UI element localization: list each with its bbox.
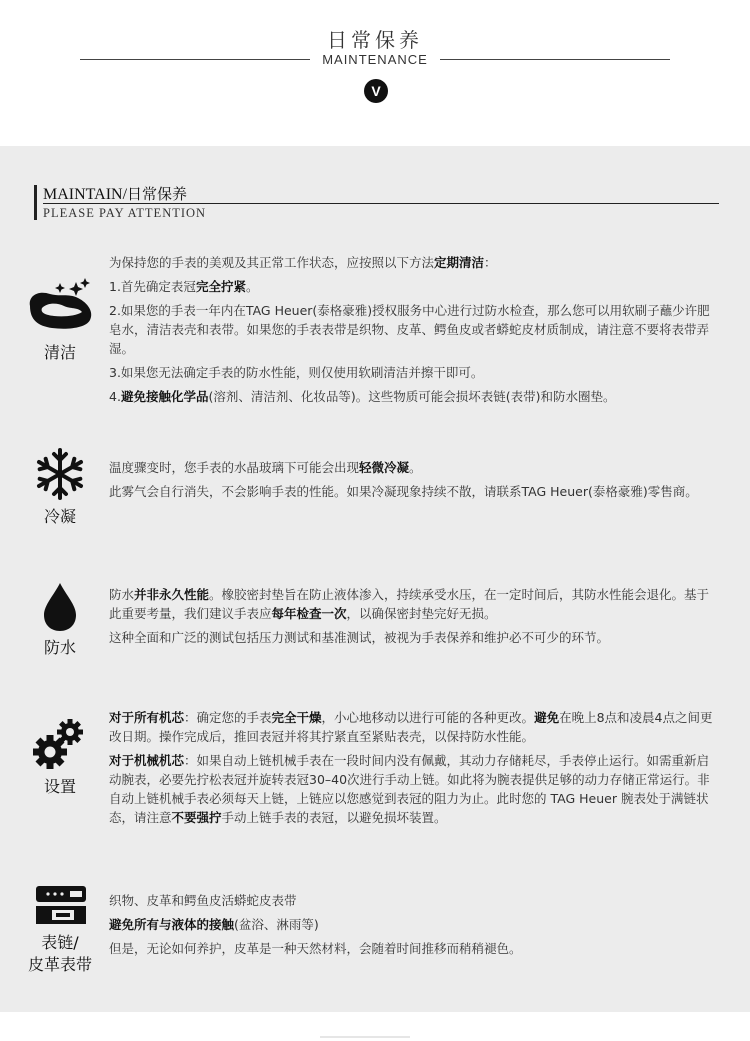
cleaning-sparkle-icon [24,276,96,338]
clean-intro [109,253,719,272]
section-title-en: MAINTAIN/ [43,186,128,203]
chevron-badge-icon: V [364,79,388,103]
clean-text [109,253,719,411]
setting-para-1-emphasis: 完全干燥 [271,710,322,725]
strap-line-3: 但是，无论如何养护，皮革是一种天然材料，会随着时间推移而稍稍褪色。 [109,941,522,956]
setting-para-1-emphasis-2: 避免 [534,710,560,725]
heading-divider [43,203,719,204]
header-divider-right [440,59,670,60]
clean-step-4-text: (溶剂、清洁剂、化妆品等)。这些物质可能会损坏表链(表带)和防水圈垫。 [208,389,616,404]
condense-icon-group [24,446,96,528]
header-subtitle: MAINTENANCE [322,52,428,67]
clean-step-1-emphasis: 完全拧紧 [195,279,246,294]
clean-label: 清洁 [43,343,76,362]
setting-para-1 [109,708,719,746]
heading-accent-bar [34,185,37,220]
page-header [0,0,750,146]
setting-text [109,708,719,832]
water-para-1 [109,585,719,623]
clean-intro-end: ： [484,255,497,270]
water-para-1-emphasis: 并非永久性能 [134,587,210,602]
clean-step-1-end: 。 [245,279,259,294]
condense-line-1-text: 温度骤变时，您手表的水晶玻璃下可能会出现 [109,460,360,475]
setting-para-2-d: 手动上链手表的表冠，以避免损坏装置。 [221,810,447,825]
clean-step-4 [109,387,719,406]
setting-para-2-b: ：如果自动上链机械手表在一段时间内没有佩戴，其动力存储耗尽，手表停止运行。如需重新启动腕表，必要先拧松表冠并旋转表冠30–40次进行手动上链。如此将为腕表提供足够的动力存储正常运行。非自动上链机械手表必须每天上链，上链应以您感觉到表冠的阻力为止。此时您的 TAG Heuer 腕表处于满链状态，请注意 [109,753,710,825]
condense-line-1-emphasis: 轻微冷凝 [359,460,410,475]
setting-para-1-b: ：确定您的手表 [184,710,272,725]
clean-icon-group [24,276,96,364]
clean-step-2: 2.如果您的手表一年内在TAG Heuer(泰格豪雅)授权服务中心进行过防水检查，那么您可以用软刷子蘸少许肥皂水，清洁表壳和表带。如果您的手表表带是织物、皮革、鳄鱼皮或者蟒蛇皮材质制成，请注意不要将表带弄湿。 [109,303,710,356]
clean-step-4-num: 4. [109,389,121,404]
setting-para-1-d: ，小心地移动以进行可能的各种更改。 [321,710,535,725]
header-title: 日常保养 [327,28,423,52]
strap-icon-group [24,884,96,976]
section-title [43,183,187,204]
strap-line-2-text: (盆浴、淋雨等) [234,917,319,932]
water-para-1-a: 防水 [109,587,135,602]
water-para-1-c: 。橡胶密封垫旨在防止液体渗入，持续承受水压，在一定时间后，其防水性能会退化。基于此重要考量，我们建议手表应 [109,587,710,621]
strap-label-1: 表链/ [41,933,79,952]
setting-para-2-heading: 对于机械机芯 [109,753,185,768]
strap-line-1: 织物、皮革和鳄鱼皮活蟒蛇皮表带 [109,893,297,908]
water-para-1-e: ，以确保密封垫完好无损。 [346,606,497,621]
strap-text [109,891,719,963]
water-para-1-emphasis-2: 每年检查一次 [271,606,347,621]
setting-label: 设置 [43,777,76,796]
water-label: 防水 [43,638,76,657]
water-icon-group [24,581,96,659]
clean-step-3: 3.如果您无法确定手表的防水性能，则仅使用软刷清洁并擦干即可。 [109,365,484,380]
water-text [109,585,719,652]
strap-icon [24,884,96,928]
setting-para-2-emphasis: 不要强拧 [171,810,222,825]
condense-text [109,458,719,506]
condense-line-2: 此雾气会自行消失，不会影响手表的性能。如果冷凝现象持续不散，请联系TAG Heuer(泰格豪雅)零售商。 [109,484,698,499]
setting-para-1-heading: 对于所有机芯 [109,710,185,725]
clean-step-1 [109,277,719,296]
condense-line-1-end: 。 [409,460,422,475]
strap-line-2-emphasis: 避免所有与液体的接触 [109,917,235,932]
snowflake-icon [24,446,96,502]
strap-label-2: 皮革表带 [27,955,92,974]
strap-line-2 [109,915,719,934]
maintenance-panel [0,146,750,1012]
water-drop-icon [24,581,96,633]
clean-step-1-text: 1.首先确定表冠 [109,279,196,294]
water-para-2: 这种全面和广泛的测试包括压力测试和基准测试，被视为手表保养和维护必不可少的环节。 [109,630,610,645]
condense-line-1 [109,458,719,477]
section-subtitle: PLEASE PAY ATTENTION [43,206,207,220]
gears-icon [24,714,96,772]
footer-decoration [320,1036,410,1038]
setting-icon-group [24,714,96,798]
setting-para-2 [109,751,719,827]
setting-para-1-f: 在晚上8点和凌晨4点之间更改日期。操作完成后，推回表冠并将其拧紧直至紧贴表壳，以保持防水性能。 [109,710,713,744]
section-title-cn: 日常保养 [127,185,188,203]
clean-intro-text: 为保持您的手表的美观及其正常工作状态，应按照以下方法 [109,255,435,270]
clean-intro-emphasis: 定期清洁 [434,255,485,270]
page-footer [0,1012,750,1041]
condense-label: 冷凝 [43,507,76,526]
clean-step-4-emphasis: 避免接触化学品 [120,389,209,404]
